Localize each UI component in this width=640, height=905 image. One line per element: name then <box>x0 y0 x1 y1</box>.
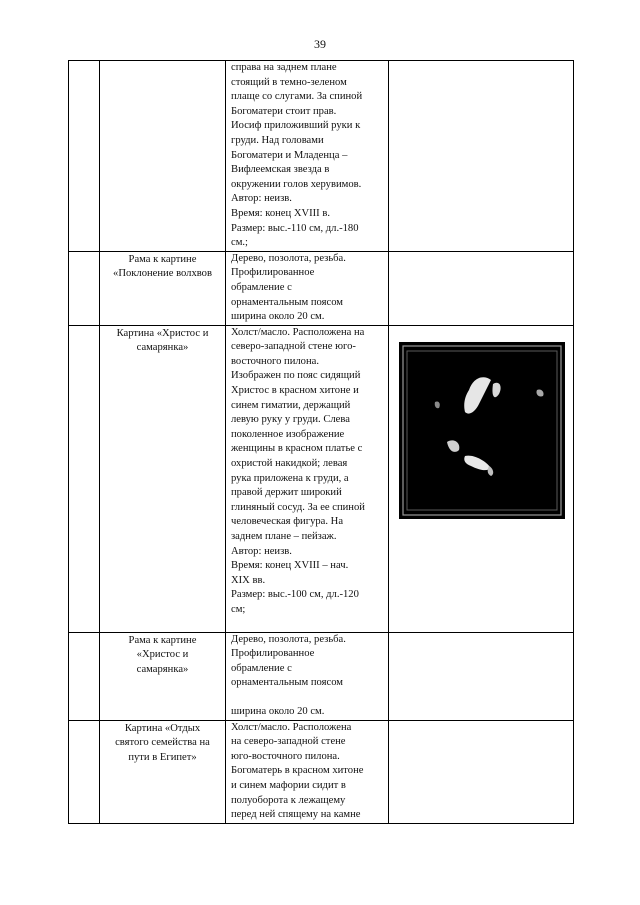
painting-photo <box>399 342 565 519</box>
page-number: 39 <box>314 37 326 51</box>
number-cell <box>69 61 100 252</box>
table-row <box>69 632 574 720</box>
item-description-cell: Холст/масло. Расположена на северо-западной стене юго-восточного пилона. Богоматерь в красном хитоне и синем мафории сидит в полуоборота к лежащему перед ней спящему на камне <box>226 720 389 823</box>
item-name-cell: Рама к картине «Поклонение волхвов <box>100 251 226 325</box>
table-row <box>69 720 574 823</box>
number-cell <box>69 325 100 632</box>
item-name-cell: Картина «Христос и самарянка» <box>100 325 226 632</box>
item-description-cell: справа на заднем плане стоящий в темно-зеленом плаще со слугами. За спиной Богоматери стоит прав. Иосиф приложивший руки к груди. Над головами Богоматери и Младенца – Вифлеемская звезда в окружении голов херувимов. Автор: неизв. Время: конец XVIII в. Размер: выс.-110 см, дл.-180 см.; <box>226 61 389 252</box>
number-cell <box>69 251 100 325</box>
photo-cell <box>389 325 574 632</box>
photo-cell <box>389 61 574 252</box>
number-cell <box>69 720 100 823</box>
item-description-cell: Холст/масло. Расположена на северо-западной стене юго- восточного пилона. Изображен по пояс сидящий Христос в красном хитоне и синем гиматии, держащий левую руку у груди. Слева поколенное изображение женщины в красном платье с охристой накидкой; левая рука приложена к груди, а правой держит широкий глиняный сосуд. За ее спиной человеческая фигура. На заднем плане – пейзаж. Автор: неизв. Время: конец XVIII – нач. XIX вв. Размер: выс.-100 см, дл.-120 см; <box>226 325 389 632</box>
table-row <box>69 251 574 325</box>
item-name-cell <box>100 61 226 252</box>
table-row <box>69 325 574 632</box>
item-description-cell: Дерево, позолота, резьба. Профилированное обрамление с орнаментальным поясом ширина около 20 см. <box>226 251 389 325</box>
inventory-table <box>68 60 574 824</box>
photo-cell <box>389 632 574 720</box>
number-cell <box>69 632 100 720</box>
item-description-cell: Дерево, позолота, резьба. Профилированное обрамление с орнаментальным поясом ширина около 20 см. <box>226 632 389 720</box>
photo-cell <box>389 720 574 823</box>
item-name-cell: Картина «Отдых святого семейства на пути в Египет» <box>100 720 226 823</box>
item-name-cell: Рама к картине «Христос и самарянка» <box>100 632 226 720</box>
photo-cell <box>389 251 574 325</box>
table-row <box>69 61 574 252</box>
